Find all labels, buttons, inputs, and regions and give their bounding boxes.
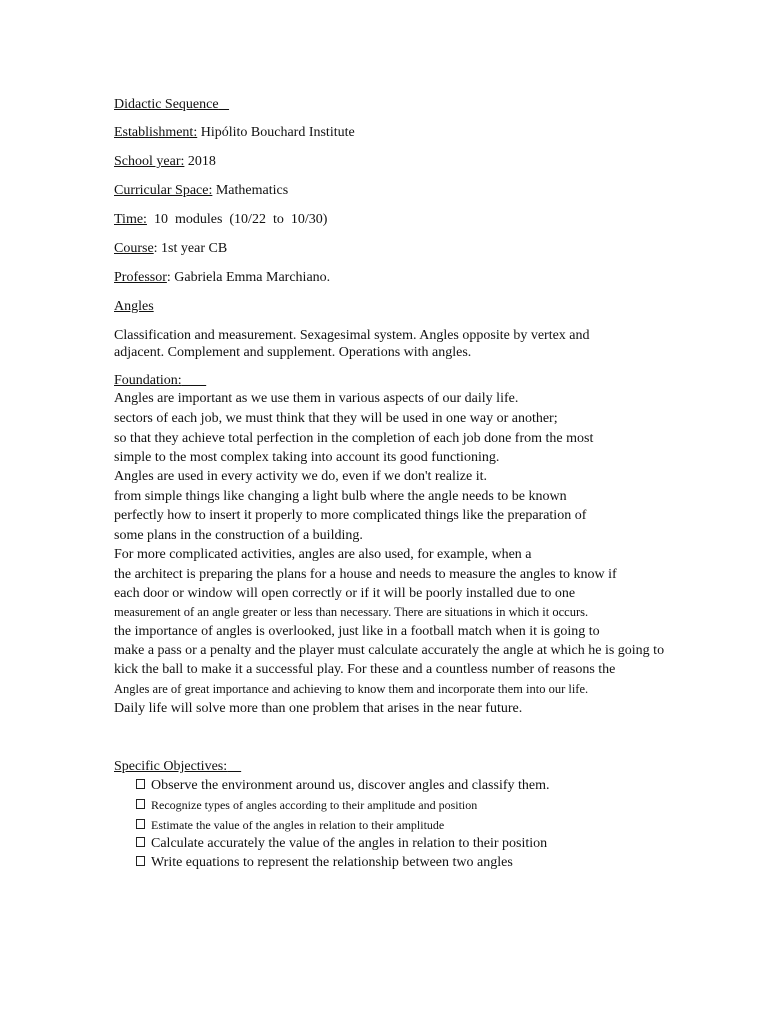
curricular-space-value: Mathematics	[215, 183, 289, 198]
professor-value: : Gabriela Emma Marchiano.	[166, 270, 331, 285]
school-year-line	[114, 153, 216, 171]
foundation-label: Foundation:	[114, 373, 182, 388]
checkbox-icon	[136, 779, 145, 789]
foundation-line: Angles are used in every activity we do, even if we don't realize it.	[114, 469, 487, 484]
foundation-line: simple to the most complex taking into account its good functioning.	[114, 450, 500, 465]
objective-text: Calculate accurately the value of the angles in relation to their position	[151, 836, 548, 851]
foundation-line: perfectly how to insert it properly to more complicated things like the preparation of	[114, 508, 587, 523]
title-text: Didactic Sequence	[114, 97, 219, 112]
topic-title: Angles	[114, 299, 154, 314]
foundation-line: sectors of each job, we must think that they will be used in one way or another;	[114, 411, 558, 426]
foundation-heading	[114, 372, 206, 390]
foundation-line: measurement of an angle greater or less than necessary. There are situations in which it occurs.	[114, 605, 589, 619]
objectives-label: Specific Objectives:	[114, 759, 228, 774]
checkbox-icon	[136, 837, 145, 847]
time-label: Time:	[114, 212, 147, 227]
school-year-value: 2018	[187, 154, 216, 169]
checkbox-icon	[136, 856, 145, 866]
objective-text: Estimate the value of the angles in relation to their amplitude	[151, 818, 445, 832]
foundation-line: some plans in the construction of a building.	[114, 528, 363, 543]
topic-line: adjacent. Complement and supplement. Operations with angles.	[114, 345, 472, 360]
objective-text: Observe the environment around us, discover angles and classify them.	[151, 778, 550, 793]
document-title	[114, 96, 229, 114]
foundation-line: Angles are of great importance and achieving to know them and incorporate them into our life.	[114, 682, 589, 696]
objective-item	[136, 796, 477, 814]
professor-label: Professor	[114, 270, 167, 285]
objective-text: Recognize types of angles according to their amplitude and position	[151, 798, 478, 812]
time-line	[114, 211, 327, 229]
objective-item	[136, 816, 444, 834]
foundation-line: the importance of angles is overlooked, just like in a football match when it is going to	[114, 624, 600, 639]
school-year-label: School year:	[114, 154, 185, 169]
establishment-value: Hipólito Bouchard Institute	[200, 125, 355, 140]
foundation-line: from simple things like changing a light bulb where the angle needs to be known	[114, 489, 567, 504]
course-line	[114, 240, 227, 258]
foundation-line: For more complicated activities, angles are also used, for example, when a	[114, 547, 532, 562]
foundation-line: Daily life will solve more than one problem that arises in the near future.	[114, 701, 523, 716]
objective-item	[136, 835, 547, 853]
objective-item	[136, 777, 550, 795]
topic-line: Classification and measurement. Sexagesimal system. Angles opposite by vertex and	[114, 328, 590, 343]
establishment-label: Establishment:	[114, 125, 198, 140]
professor-line	[114, 269, 330, 287]
foundation-line: make a pass or a penalty and the player must calculate accurately the angle at which he is going to	[114, 643, 665, 658]
checkbox-icon	[136, 799, 145, 809]
objectives-heading	[114, 758, 241, 776]
checkbox-icon	[136, 819, 145, 829]
foundation-line: kick the ball to make it a successful play. For these and a countless number of reasons the	[114, 662, 616, 677]
course-label: Course	[114, 241, 154, 256]
curricular-space-line	[114, 182, 288, 200]
course-value: : 1st year CB	[153, 241, 228, 256]
time-value: 10 modules (10/22 to 10/30)	[153, 212, 328, 227]
foundation-line: each door or window will open correctly or if it will be poorly installed due to one	[114, 586, 576, 601]
foundation-line: the architect is preparing the plans for a house and needs to measure the angles to know if	[114, 567, 617, 582]
foundation-line: Angles are important as we use them in various aspects of our daily life.	[114, 391, 519, 406]
objective-item	[136, 854, 513, 872]
objective-text: Write equations to represent the relationship between two angles	[151, 855, 513, 870]
establishment-line	[114, 124, 355, 142]
foundation-line: so that they achieve total perfection in the completion of each job done from the most	[114, 431, 594, 446]
curricular-space-label: Curricular Space:	[114, 183, 213, 198]
